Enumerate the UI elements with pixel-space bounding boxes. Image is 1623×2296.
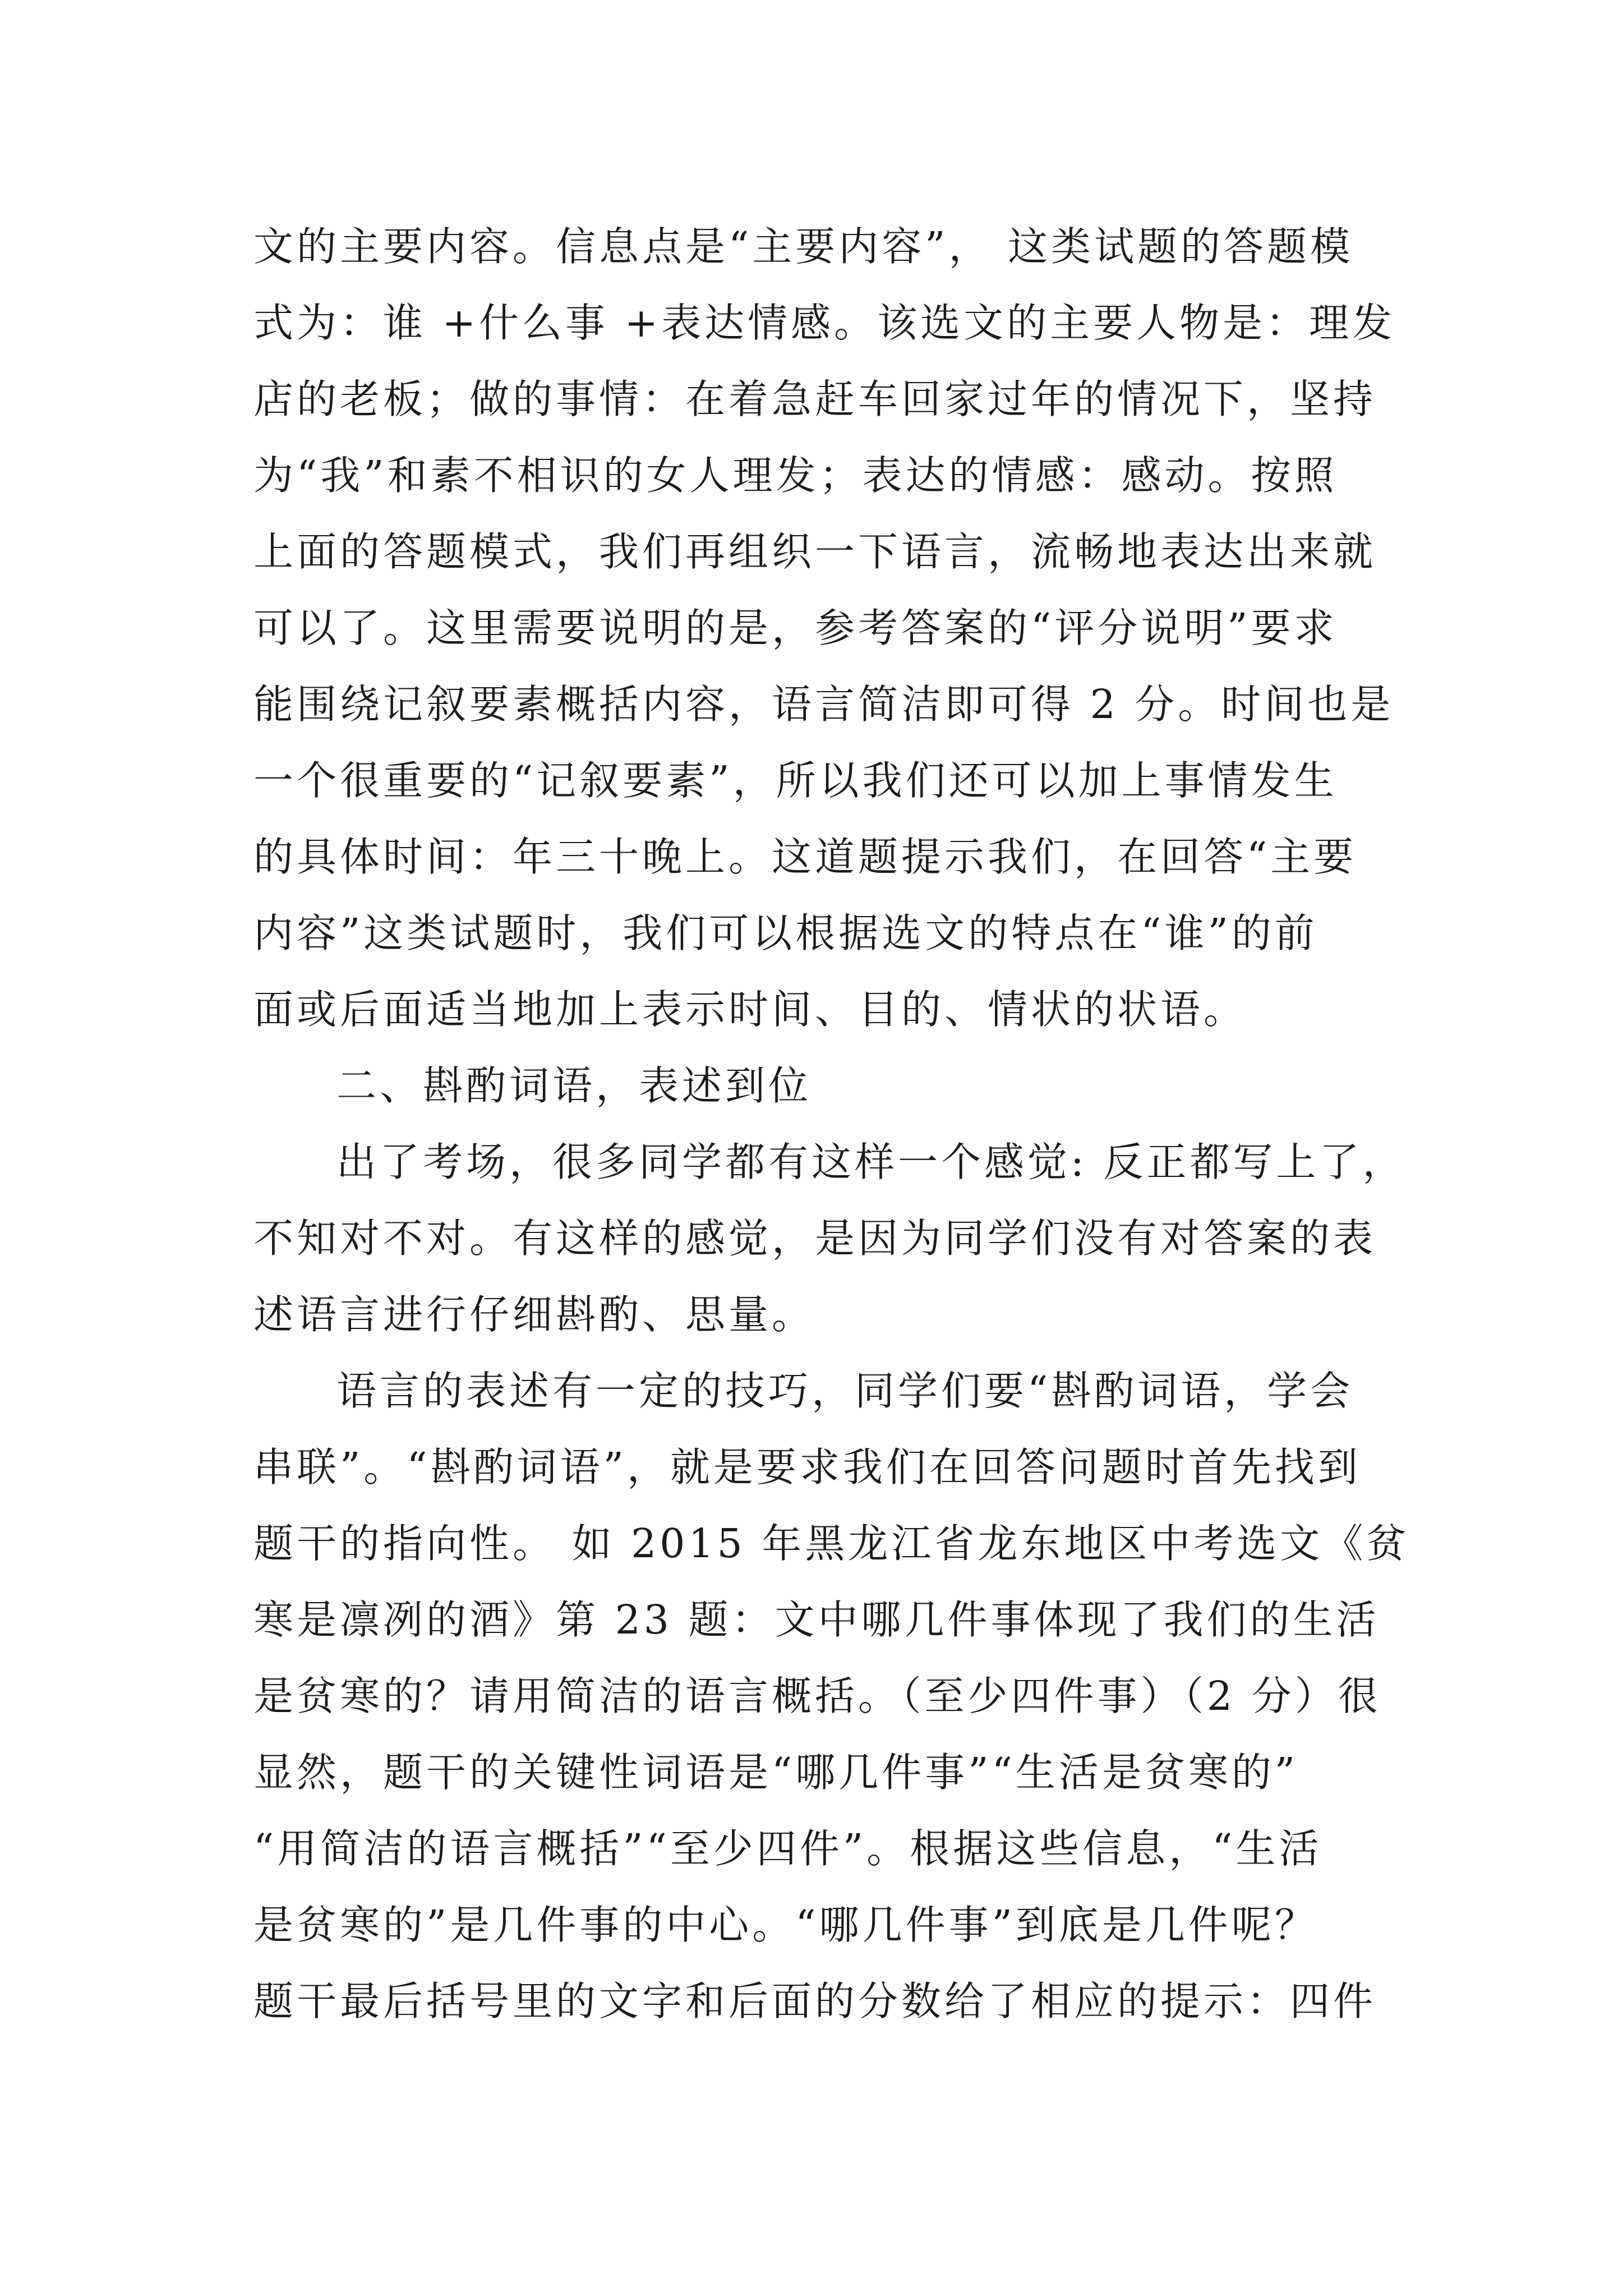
- paragraph-line: 语言的表述有一定的技巧，同学们要“斟酌词语，学会: [336, 1368, 1354, 1414]
- text-line: 文的主要内容。信息点是“主要内容”， 这类试题的答题模: [253, 223, 1354, 270]
- text-line: 可以了。这里需要说明的是，参考答案的“评分说明”要求: [253, 605, 1338, 651]
- paragraph-line: 是贫寒的？请用简洁的语言概括。（至少四件事）（2 分）很: [253, 1673, 1381, 1719]
- paragraph-line: “用简洁的语言概括”“至少四件”。根据这些信息，“生活: [253, 1825, 1322, 1872]
- text-line: 能围绕记叙要素概括内容，语言简洁即可得 2 分。时间也是: [253, 681, 1394, 728]
- text-line: 面或后面适当地加上表示时间、目的、情状的状语。: [253, 986, 1247, 1033]
- section-heading: 二、斟酌词语，表述到位: [336, 1062, 812, 1109]
- paragraph-line: 题干最后括号里的文字和后面的分数给了相应的提示：四件: [253, 1978, 1377, 2024]
- text-line: 的具体时间：年三十晚上。这道题提示我们，在回答“主要: [253, 834, 1357, 880]
- paragraph-line: 寒是凛冽的酒》第 23 题：文中哪几件事体现了我们的生活: [253, 1596, 1380, 1643]
- paragraph-line: 出了考场，很多同学都有这样一个感觉: 反正都写上了，: [336, 1139, 1406, 1185]
- text-line: 一个很重要的“记叙要素”，所以我们还可以加上事情发生: [253, 757, 1338, 804]
- text-line: 店的老板；做的事情：在着急赶车回家过年的情况下，坚持: [253, 376, 1377, 422]
- text-line: 上面的答题模式，我们再组织一下语言，流畅地表达出来就: [253, 528, 1377, 575]
- paragraph-line: 是贫寒的”是几件事的中心。“哪几件事”到底是几件呢？: [253, 1902, 1318, 1948]
- paragraph-line: 题干的指向性。 如 2015 年黑龙江省龙东地区中考选文《贫: [253, 1520, 1410, 1567]
- text-line: 内容”这类试题时，我们可以根据选文的特点在“谁”的前: [253, 910, 1318, 956]
- text-line: 为“我”和素不相识的女人理发；表达的情感：感动。按照: [253, 452, 1338, 499]
- paragraph-line: 不知对不对。有这样的感觉，是因为同学们没有对答案的表: [253, 1215, 1377, 1262]
- text-line: 式为：谁 +什么事 +表达情感。该选文的主要人物是：理发: [253, 300, 1396, 346]
- paragraph-line: 显然，题干的关键性词语是“哪几件事”“生活是贫寒的”: [253, 1749, 1299, 1796]
- paragraph-line: 串联”。“斟酌词语”，就是要求我们在回答问题时首先找到: [253, 1444, 1361, 1490]
- paragraph-line: 述语言进行仔细斟酌、思量。: [253, 1291, 815, 1338]
- body-text: [253, 209, 1410, 2040]
